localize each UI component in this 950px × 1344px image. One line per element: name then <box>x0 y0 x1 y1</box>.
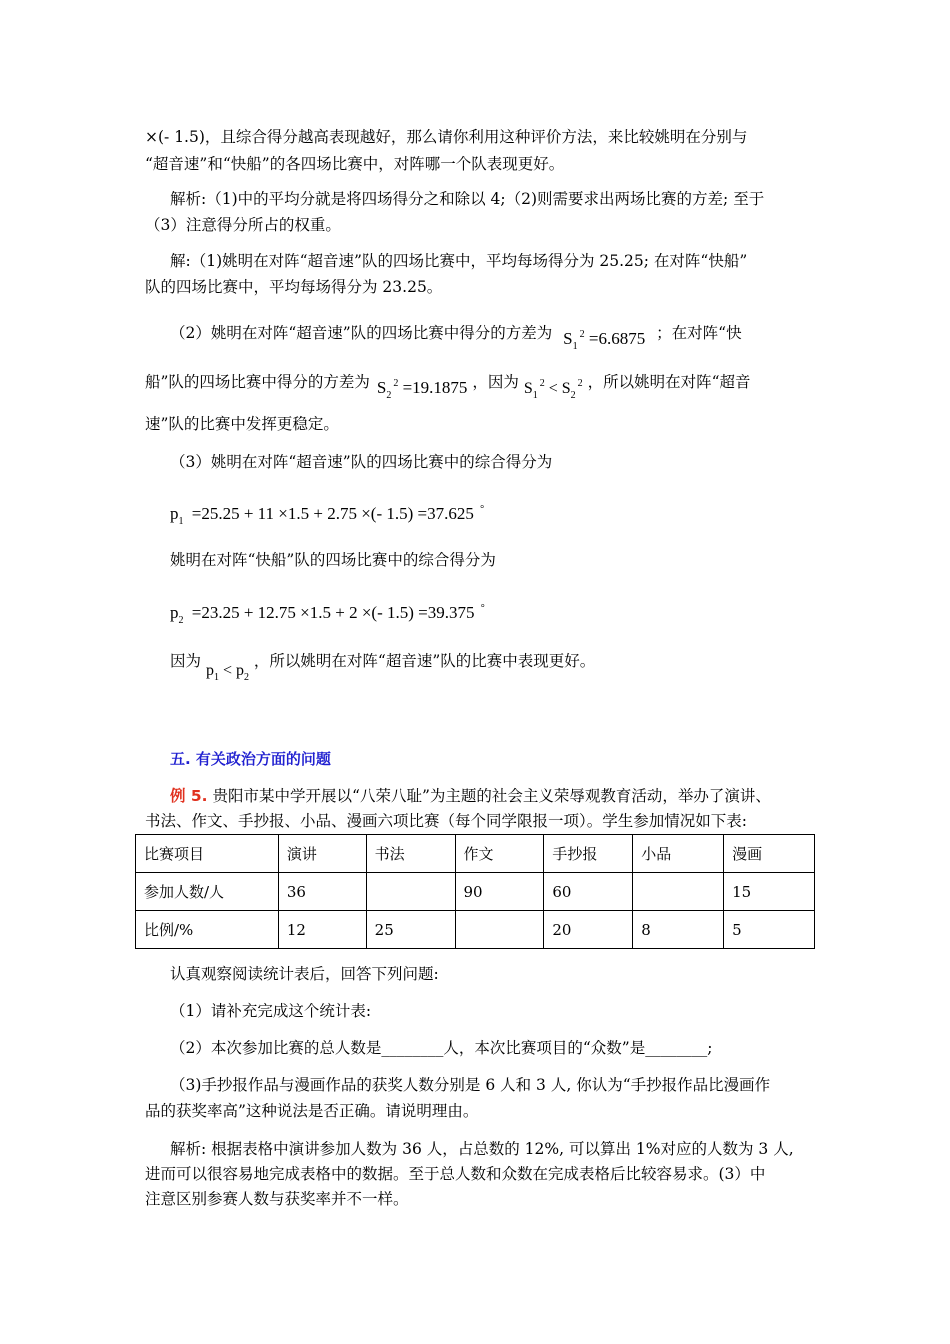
table-cell: 比例/% <box>136 911 279 949</box>
table-cell: 12 <box>278 911 366 949</box>
table-cell: 参加人数/人 <box>136 873 279 911</box>
solution-line <box>145 367 751 401</box>
solution-line: 队的四场比赛中，平均每场得分为 23.25。 <box>145 278 443 296</box>
table-cell: 8 <box>633 911 724 949</box>
score-inequality: $p_1 < p_2$ <box>205 662 249 683</box>
table-cell <box>366 873 455 911</box>
table-cell: 漫画 <box>724 835 815 873</box>
section-heading: 五. 有关政治方面的问题 <box>170 750 331 768</box>
table-cell: 25 <box>366 911 455 949</box>
analysis-line: （3）注意得分所占的权重。 <box>145 216 341 234</box>
analysis-line: 注意区别参赛人数与获奖率并不一样。 <box>145 1190 409 1208</box>
score-formula-1: $p_1 =25.25 + 11 \times 1.5 + 2.75$ ×(- 1.5) =37.625 ° <box>170 504 485 527</box>
table-header-row <box>136 835 815 873</box>
solution-line: 姚明在对阵“快船”队的四场比赛中的综合得分为 <box>170 551 496 569</box>
table-cell: 作文 <box>455 835 544 873</box>
solution-text: ，所以姚明在对阵“超音 <box>587 373 751 391</box>
table-cell: 15 <box>724 873 815 911</box>
question-3: （3)手抄报作品与漫画作品的获奖人数分别是 6 人和 3 人, 你认为“手抄报作品比漫画作 <box>170 1076 771 1094</box>
table-cell: 36 <box>278 873 366 911</box>
solution-text: （2）姚明在对阵“超音速”队的四场比赛中得分的方差为 <box>170 324 553 342</box>
table-cell: 书法 <box>366 835 455 873</box>
solution-text: ；在对阵“快 <box>656 324 742 342</box>
conclusion-line <box>170 650 596 683</box>
question-intro: 认真观察阅读统计表后，回答下列问题: <box>170 965 439 983</box>
solution-text: ，因为 <box>472 373 519 391</box>
table-row <box>136 911 815 949</box>
question-2: （2）本次参加比赛的总人数是________人，本次比赛项目的“众数”是________; <box>170 1039 713 1057</box>
variance-formula-2: $S_2^2 =19.1875$ <box>376 378 468 401</box>
question-3: 品的获奖率高”这种说法是否正确。请说明理由。 <box>145 1102 479 1120</box>
table-cell <box>633 873 724 911</box>
table-cell: 90 <box>455 873 544 911</box>
table-cell <box>455 911 544 949</box>
variance-formula-1: $S_1^2 =6.6875$ <box>563 329 646 352</box>
example-line <box>170 785 771 807</box>
analysis-line: 进而可以很容易地完成表格中的数据。至于总人数和众数在完成表格后比较容易求。(3）中 <box>145 1165 766 1183</box>
analysis-line: 解析:（1)中的平均分就是将四场得分之和除以 4;（2)则需要求出两场比赛的方差; 至于 <box>170 190 765 208</box>
question-1: （1）请补充完成这个统计表: <box>170 1002 372 1020</box>
example-text: 贵阳市某中学开展以“八荣八耻”为主题的社会主义荣辱观教育活动，举办了演讲、 <box>212 787 771 805</box>
solution-line: （3）姚明在对阵“超音速”队的四场比赛中的综合得分为 <box>170 453 553 471</box>
table-cell: 20 <box>544 911 633 949</box>
example-label: 例 5. <box>170 787 208 805</box>
solution-line: 解:（1)姚明在对阵“超音速”队的四场比赛中，平均每场得分为 25.25; 在对阵“快船” <box>170 252 748 270</box>
table-row <box>136 873 815 911</box>
paragraph-line: ×(- 1.5)，且综合得分越高表现越好，那么请你利用这种评价方法，来比较姚明在分别与 <box>145 128 748 146</box>
score-formula-2: $p_2 =23.25 + 12.75 \times 1.5 + 2$ ×(- 1.5) =39.375 ° <box>170 603 485 626</box>
example-line: 书法、作文、手抄报、小品、漫画六项比赛（每个同学限报一项）。学生参加情况如下表: <box>145 812 747 830</box>
table-cell: 比赛项目 <box>136 835 279 873</box>
table-cell: 手抄报 <box>544 835 633 873</box>
solution-text: 因为 <box>170 652 202 670</box>
table-cell: 演讲 <box>278 835 366 873</box>
statistics-table <box>135 834 815 949</box>
solution-line <box>170 318 742 352</box>
table-cell: 5 <box>724 911 815 949</box>
solution-line: 速”队的比赛中发挥更稳定。 <box>145 415 339 433</box>
analysis-line: 解析: 根据表格中演讲参加人数为 36 人，占总数的 12%, 可以算出 1%对应的人数为 3 人, <box>170 1140 794 1158</box>
solution-text: ，所以姚明在对阵“超音速”队的比赛中表现更好。 <box>253 652 596 670</box>
table-cell: 小品 <box>633 835 724 873</box>
table-cell: 60 <box>544 873 633 911</box>
variance-inequality: $S_1^2 < S_2^2$ <box>523 378 583 401</box>
paragraph-line: “超音速”和“快船”的各四场比赛中，对阵哪一个队表现更好。 <box>145 155 565 173</box>
solution-text: 船”队的四场比赛中得分的方差为 <box>145 373 370 391</box>
